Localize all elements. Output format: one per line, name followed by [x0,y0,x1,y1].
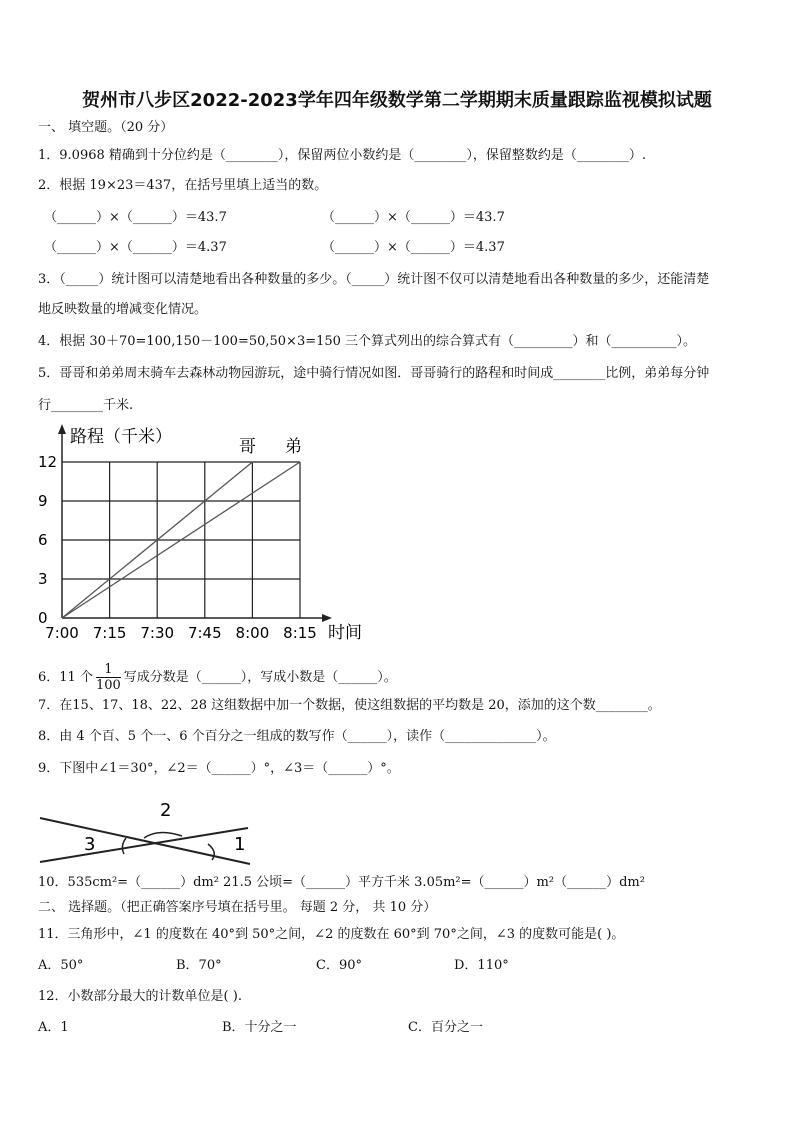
question-6 [38,662,397,693]
y-axis-arrow-icon [58,424,66,434]
question-2-row-a-right: （______）×（______）＝43.7 [322,210,505,225]
y-tick-label: 3 [38,570,48,588]
y-axis-label: 路程（千米） [70,427,172,447]
fraction-numerator: 1 [96,662,121,678]
angle-label-3: 3 [84,834,96,855]
x-axis-label: 时间 [328,623,362,643]
fraction-one-hundredth [96,662,121,693]
question-11: 11．三角形中，∠1 的度数在 40°到 50°之间，∠2 的度数在 60°到 70°之间，∠3 的度数可能是( )。 [38,927,625,942]
x-tick-label: 7:15 [92,624,127,642]
angle-arc-2 [144,832,182,838]
y-tick-label: 6 [38,531,48,549]
question-6-suffix: 写成分数是（______），写成小数是（______）。 [123,670,397,685]
x-tick-label: 8:00 [235,624,270,642]
question-12-option-c: C．百分之一 [408,1020,483,1035]
chart-ticks [38,453,317,642]
angle-label-2: 2 [160,800,172,821]
intersecting-lines-figure [36,792,266,872]
question-12-option-a: A．1 [38,1020,69,1035]
question-2: 2．根据 19×23＝437，在括号里填上适当的数。 [38,178,328,193]
question-4: 4．根据 30＋70=100,150－100=50,50×3=150 三个算式列出的综合算式有（_________）和（__________）。 [38,334,697,349]
question-8: 8．由 4 个百、5 个一、6 个百分之一组成的数写作（______），读作（______________）。 [38,729,556,744]
y-tick-label: 12 [38,453,58,471]
question-2-row-a-left: （______）×（______）＝43.7 [44,210,227,225]
question-11-option-a: A．50° [38,958,84,973]
question-7: 7．在15、17、18、22、28 这组数据中加一个数据，使这组数据的平均数是 20，添加的这个数________。 [38,698,661,713]
question-2-row-b-left: （______）×（______）＝4.37 [44,240,227,255]
question-9: 9．下图中∠1＝30°，∠2＝（______）°，∠3＝（______）°。 [38,761,400,776]
question-12-option-b: B．十分之一 [222,1020,297,1035]
fraction-denominator: 100 [95,678,121,693]
question-5-line-2: 行________千米. [38,398,134,413]
x-tick-label: 7:45 [187,624,222,642]
page-title: 贺州市八步区2022-2023学年四年级数学第二学期期末质量跟踪监视模拟试题 [82,90,712,111]
question-11-option-c: C．90° [316,958,362,973]
question-5-line-1: 5．哥哥和弟弟周末骑车去森林动物园游玩，途中骑行情况如图．哥哥骑行的路程和时间成________比例，弟弟每分钟 [38,366,710,381]
y-tick-label: 9 [38,492,48,510]
question-12: 12．小数部分最大的计数单位是( ). [38,989,242,1004]
question-3-line-2: 地反映数量的增减变化情况。 [38,302,208,317]
section-choice-heading: 二、 选择题。（把正确答案序号填在括号里。 每题 2 分， 共 10 分） [38,900,437,915]
question-6-prefix: 6．11 个 [38,670,93,685]
question-1: 1．9.0968 精确到十分位约是（________），保留两位小数约是（________），保留整数约是（________）. [38,148,647,163]
x-tick-label: 7:30 [140,624,175,642]
angle-label-1: 1 [234,834,246,855]
x-tick-label: 7:00 [45,624,79,642]
angle-arc-1 [208,844,214,860]
series-label-younger-brother: 弟 [285,437,302,457]
question-11-option-b: B．70° [176,958,222,973]
x-axis-arrow-icon [322,614,332,622]
y-tick-label: 0 [38,609,48,627]
question-10: 10．535cm²=（______）dm² 21.5 公顷=（______）平方千米 3.05m²=（______）m²（______）dm² [38,875,645,890]
x-tick-label: 8:15 [283,624,317,642]
question-2-row-b-right: （______）×（______）＝4.37 [322,240,505,255]
angle-arc-3 [122,838,126,854]
distance-time-chart [30,420,380,650]
section-fill-in-heading: 一、 填空题。（20 分） [38,120,174,135]
series-label-brother: 哥 [239,437,256,457]
question-11-option-d: D．110° [454,958,509,973]
question-3-line-1: 3．（_____）统计图可以清楚地看出各种数量的多少。（_____）统计图不仅可以清楚地看出各种数量的多少，还能清楚 [38,272,710,287]
